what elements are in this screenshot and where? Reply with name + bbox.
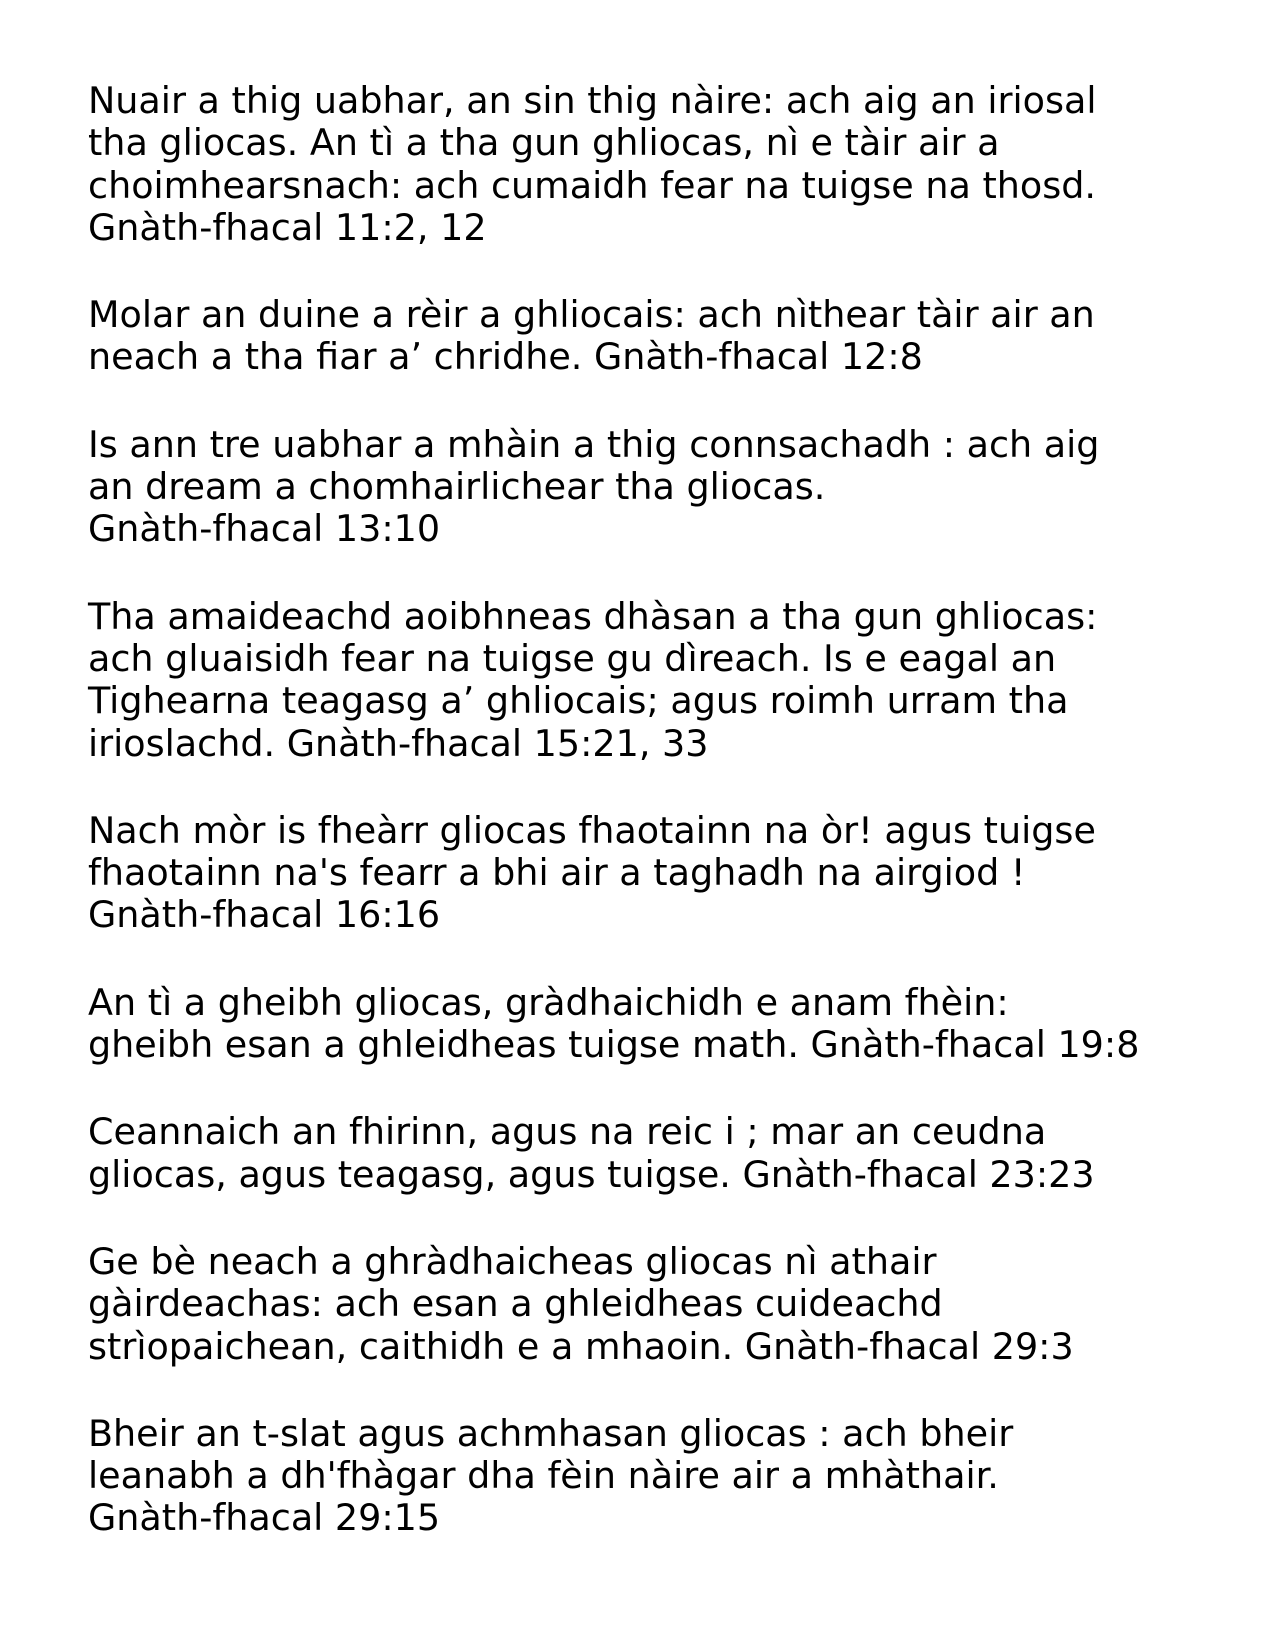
verse-line: Molar an duine a rèir a ghliocais: ach nìthear tàir air an — [88, 293, 1095, 337]
verse-line: irioslachd. Gnàth-fhacal 15:21, 33 — [88, 721, 709, 765]
verse-line: Is ann tre uabhar a mhàin a thig connsachadh : ach aig — [88, 422, 1100, 466]
verse-paragraph — [88, 1413, 1268, 1540]
verse-line: gheibh esan a ghleidheas tuigse math. Gnàth-fhacal 19:8 — [88, 1023, 1140, 1067]
verse-paragraph — [88, 80, 1268, 249]
verse-line: choimhearsnach: ach cumaidh fear na tuigse na thosd. — [88, 163, 1097, 207]
verse-paragraph — [88, 810, 1268, 937]
verse-line: leanabh a dh'fhàgar dha fèin nàire air a mhàthair. — [88, 1454, 999, 1498]
verse-line: Ge bè neach a ghràdhaicheas gliocas nì athair — [88, 1239, 937, 1283]
verse-line: neach a tha fiar a’ chridhe. Gnàth-fhacal 12:8 — [88, 335, 923, 379]
verse-line: Nuair a thig uabhar, an sin thig nàire: ach aig an iriosal — [88, 79, 1097, 122]
verse-line: strìopaichean, caithidh e a mhaoin. Gnàth-fhacal 29:3 — [88, 1324, 1074, 1368]
verse-line: fhaotainn na's fearr a bhi air a taghadh na airgiod ! — [88, 851, 1026, 895]
verse-line: Tha amaideachd aoibhneas dhàsan a tha gun ghliocas: — [88, 594, 1098, 638]
verse-line: Ceannaich an fhirinn, agus na reic i ; mar an ceudna — [88, 1110, 1047, 1154]
verse-reference: Gnàth-fhacal 16:16 — [88, 893, 441, 937]
verse-paragraph — [88, 424, 1268, 551]
verse-paragraph — [88, 982, 1268, 1067]
verse-line: Tighearna teagasg a’ ghliocais; agus roimh urram tha — [88, 679, 1069, 723]
verse-line: ach gluaisidh fear na tuigse gu dìreach. Is e eagal an — [88, 636, 1057, 680]
verse-reference: Gnàth-fhacal 11:2, 12 — [88, 205, 487, 249]
verse-line: An tì a gheibh gliocas, gràdhaichidh e anam fhèin: — [88, 980, 1009, 1024]
verse-paragraph — [88, 294, 1268, 379]
verse-line: gliocas, agus teagasg, agus tuigse. Gnàth-fhacal 23:23 — [88, 1152, 1095, 1196]
verse-line: Nach mòr is fheàrr gliocas fhaotainn na òr! agus tuigse — [88, 808, 1096, 852]
document-page — [88, 80, 1268, 1585]
verse-paragraph — [88, 1111, 1268, 1196]
verse-paragraph — [88, 1241, 1268, 1368]
verse-reference: Gnàth-fhacal 29:15 — [88, 1496, 441, 1540]
verse-line: gàirdeachas: ach esan a ghleidheas cuideachd — [88, 1282, 943, 1326]
verse-paragraph — [88, 596, 1268, 765]
verse-line: an dream a chomhairlichear tha gliocas. — [88, 465, 826, 509]
verse-line: tha gliocas. An tì a tha gun ghliocas, nì e tàir air a — [88, 121, 1000, 165]
verse-reference: Gnàth-fhacal 13:10 — [88, 507, 441, 551]
verse-line: Bheir an t-slat agus achmhasan gliocas : ach bheir — [88, 1411, 1014, 1455]
